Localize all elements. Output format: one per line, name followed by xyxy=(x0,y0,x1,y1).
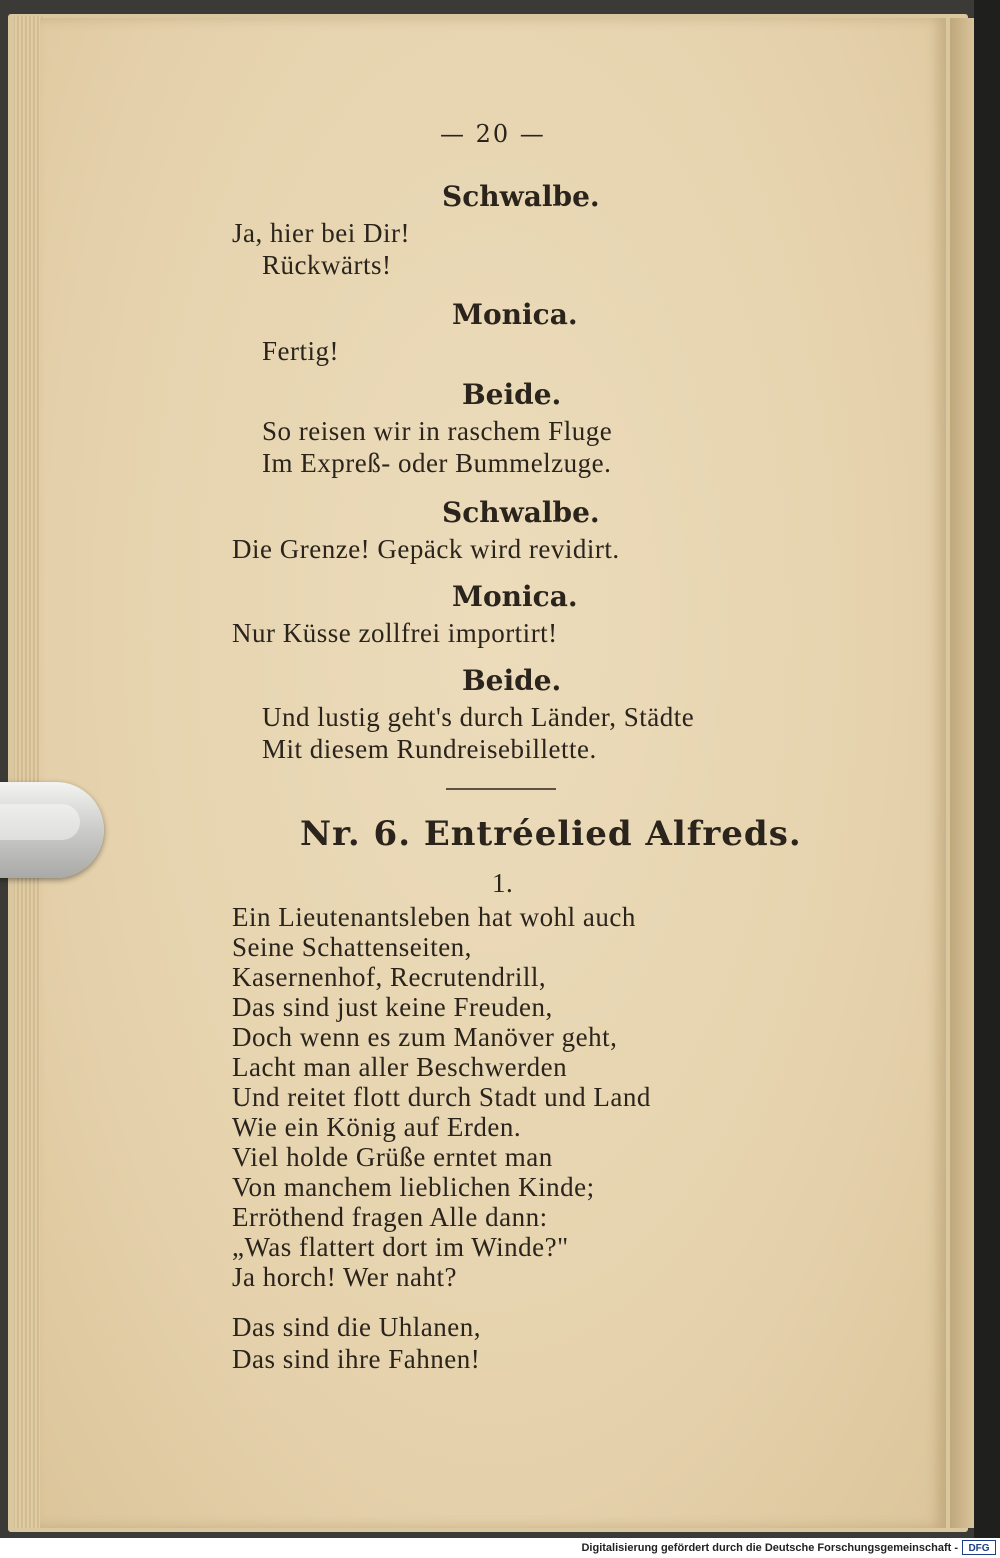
speaker-label: Schwalbe. xyxy=(442,180,600,213)
dialogue-line: Im Expreß- oder Bummelzuge. xyxy=(262,448,612,478)
refrain-line: Das sind ihre Fahnen! xyxy=(232,1344,481,1374)
speaker-label: Monica. xyxy=(452,298,578,331)
verse-line: Kasernenhof, Recrutendrill, xyxy=(232,962,547,992)
book-page xyxy=(40,18,946,1528)
verse-line: Doch wenn es zum Manöver geht, xyxy=(232,1022,618,1052)
verse-number: 1. xyxy=(492,868,514,898)
dialogue-line: Ja, hier bei Dir! xyxy=(232,218,410,248)
speaker-label: Beide. xyxy=(462,378,562,411)
dialogue-line: Mit diesem Rundreisebillette. xyxy=(262,734,597,764)
dfg-logo: DFG xyxy=(962,1540,996,1555)
funding-notice: Digitalisierung gefördert durch die Deutsche Forschungsgemeinschaft - xyxy=(581,1542,958,1554)
dialogue-line: Rückwärts! xyxy=(262,250,392,280)
dialogue-line: Die Grenze! Gepäck wird revidirt. xyxy=(232,534,620,564)
verse-line: Ein Lieutenantsleben hat wohl auch xyxy=(232,902,636,932)
dialogue-line: Nur Küsse zollfrei importirt! xyxy=(232,618,558,648)
refrain-line: Das sind die Uhlanen, xyxy=(232,1312,481,1342)
speaker-label: Monica. xyxy=(452,580,578,613)
verse-line: Seine Schattenseiten, xyxy=(232,932,472,962)
section-heading: Nr. 6. Entréelied Alfreds. xyxy=(300,814,802,854)
verse-line: Wie ein König auf Erden. xyxy=(232,1112,522,1142)
verse-line: Lacht man aller Beschwerden xyxy=(232,1052,568,1082)
dark-binding-edge xyxy=(974,0,1000,1538)
speaker-label: Beide. xyxy=(462,664,562,697)
verse-line: Von manchem lieblichen Kinde; xyxy=(232,1172,595,1202)
section-divider xyxy=(446,788,556,790)
dialogue-line: Und lustig geht's durch Länder, Städte xyxy=(262,702,695,732)
speaker-label: Schwalbe. xyxy=(442,496,600,529)
verse-line: Das sind just keine Freuden, xyxy=(232,992,553,1022)
dialogue-line: So reisen wir in raschem Fluge xyxy=(262,416,613,446)
verse-line: Ja horch! Wer naht? xyxy=(232,1262,457,1292)
verse-line: Und reitet flott durch Stadt und Land xyxy=(232,1082,651,1112)
verse-line: „Was flattert dort im Winde?" xyxy=(232,1232,569,1262)
page-number: — 20 — xyxy=(440,120,546,148)
page-clip xyxy=(0,782,104,878)
verse-line: Erröthend fragen Alle dann: xyxy=(232,1202,548,1232)
next-page-edge xyxy=(950,18,974,1528)
verse-line: Viel holde Grüße erntet man xyxy=(232,1142,553,1172)
dialogue-line: Fertig! xyxy=(262,336,339,366)
